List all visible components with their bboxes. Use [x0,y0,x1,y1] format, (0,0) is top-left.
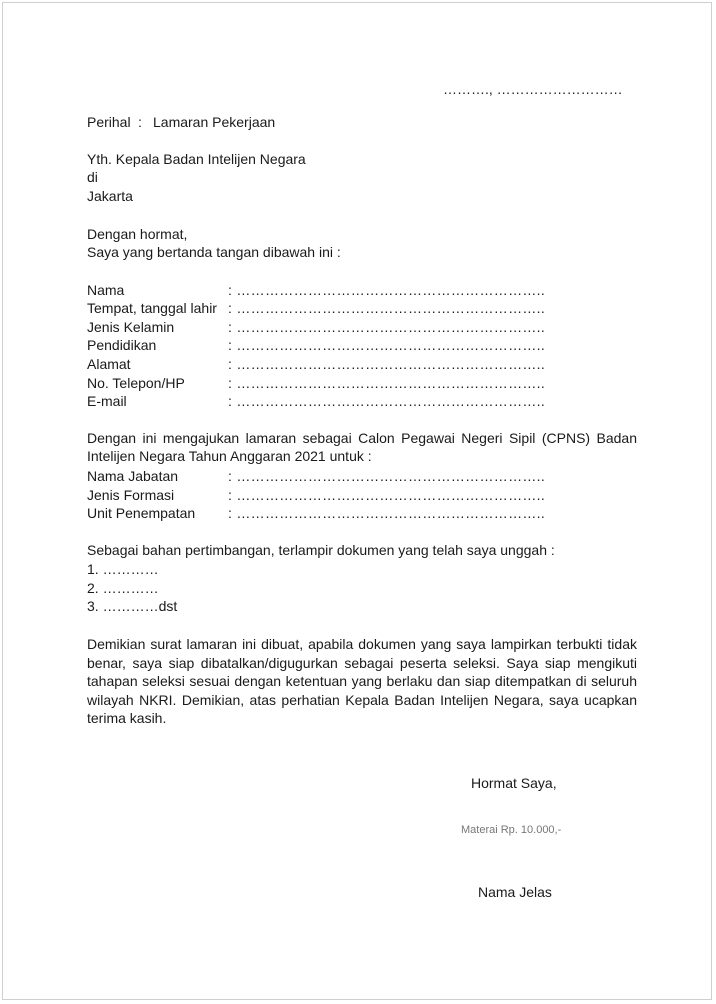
field-value-email: : ……………………………………………………….. [228,393,546,409]
field-label-jenis-formasi: Jenis Formasi [87,487,175,503]
field-value-telepon: : ……………………………………………………….. [228,375,546,391]
field-label-alamat: Alamat [87,356,131,372]
attachments-intro: Sebagai bahan pertimbangan, terlampir dokumen yang telah saya unggah : [87,542,555,558]
greeting: Dengan hormat, [87,226,188,242]
field-label-ttl: Tempat, tanggal lahir [87,300,217,316]
subject-separator: : [138,114,142,130]
recipient-line2: di [87,169,98,185]
field-label-jenis-kelamin: Jenis Kelamin [87,319,175,335]
field-label-nama-jabatan: Nama Jabatan [87,468,179,484]
field-value-alamat: : ……………………………………………………….. [228,356,546,372]
field-label-nama: Nama [87,282,125,298]
field-value-pendidikan: : ……………………………………………………….. [228,337,546,353]
stamp-note: Materai Rp. 10.000,- [461,824,562,836]
field-label-unit-penempatan: Unit Penempatan [87,505,196,521]
field-value-ttl: : ……………………………………………………….. [228,300,546,316]
field-value-nama-jabatan: : ……………………………………………………….. [228,468,546,484]
attachment-item: 2. ………… [87,580,159,596]
attachment-item: 1. ………… [87,561,159,577]
field-value-nama: : ……………………………………………………….. [228,282,546,298]
field-value-jenis-formasi: : ……………………………………………………….. [228,487,546,503]
application-paragraph: Dengan ini mengajukan lamaran sebagai Calon Pegawai Negeri Sipil (CPNS) Badan Intelijen Negara Tahun Anggaran 2021 untuk : [87,430,637,464]
signature-salutation: Hormat Saya, [471,775,557,791]
signature-name: Nama Jelas [478,884,552,900]
field-label-telepon: No. Telepon/HP [87,375,185,391]
recipient-line1: Yth. Kepala Badan Intelijen Negara [87,151,306,167]
field-label-email: E-mail [87,393,127,409]
field-value-unit-penempatan: : ……………………………………………………….. [228,505,546,521]
subject-value: Lamaran Pekerjaan [153,114,276,130]
attachment-item: 3. …………dst [87,598,178,614]
intro-text: Saya yang bertanda tangan dibawah ini : [87,244,341,260]
recipient-line3: Jakarta [87,188,133,204]
date-line: ………., ……………………… [443,81,623,97]
subject-label: Perihal [87,114,131,130]
field-value-jenis-kelamin: : ……………………………………………………….. [228,319,546,335]
closing-paragraph: Demikian surat lamaran ini dibuat, apabila dokumen yang saya lampirkan terbukti tidak benar, saya siap dibatalkan/digugurkan sebagai peserta seleksi. Saya siap mengikuti tahapan seleksi sesuai dengan ketentuan yang berlaku dan siap ditempatkan di seluruh wilayah NKRI. Demikian, atas perhatian Kepala Badan Intelijen Negara, saya ucapkan terima kasih. [87,636,637,726]
field-label-pendidikan: Pendidikan [87,337,157,353]
